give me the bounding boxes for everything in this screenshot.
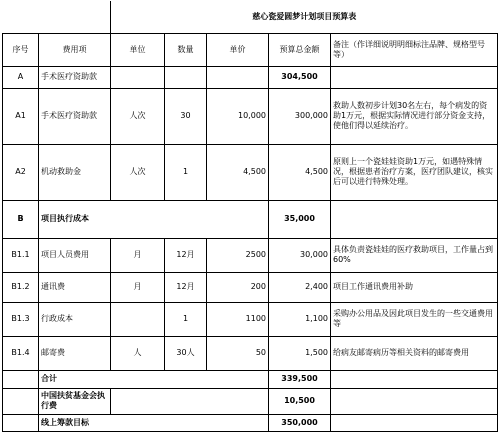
cell-seq: B <box>3 200 39 238</box>
cell-note <box>331 66 498 88</box>
foundation-spacer <box>111 388 269 414</box>
cell-seq: B1.4 <box>3 336 39 370</box>
foundation-value: 10,500 <box>269 388 331 414</box>
cell-item: 项目人员费用 <box>39 238 111 272</box>
cell-item: 通讯费 <box>39 272 111 302</box>
foundation-label: 中国扶贫基金会执行费 <box>39 388 111 414</box>
cell-price: 4,500 <box>207 144 269 200</box>
table-row <box>3 238 498 272</box>
online-note <box>331 414 498 431</box>
cell-unit <box>111 302 165 336</box>
cell-unit: 月 <box>111 238 165 272</box>
cell-total: 35,000 <box>269 200 331 238</box>
cell-note: 原则上一个瓷娃娃资助1万元，如遇特殊情况，根据患者治疗方案，医疗团队建议，核实后可以进行特殊处理。 <box>331 144 498 200</box>
cell-item: 手术医疗资助款 <box>39 66 111 88</box>
cell-unit: 人 <box>111 336 165 370</box>
header-price: 单价 <box>207 33 269 66</box>
cell-item: 邮寄费 <box>39 336 111 370</box>
cell-price: 1100 <box>207 302 269 336</box>
table-row <box>3 302 498 336</box>
cell-item: 手术医疗资助款 <box>39 88 111 144</box>
header-note: 备注（作详细说明明细标注品牌、规格型号等） <box>331 33 498 66</box>
total-row <box>3 370 498 388</box>
online-blank <box>3 414 39 431</box>
cell-seq: A <box>3 66 39 88</box>
header-row <box>3 33 498 66</box>
cell-total: 30,000 <box>269 238 331 272</box>
cell-qty: 12月 <box>165 238 207 272</box>
total-note <box>331 370 498 388</box>
cell-total: 2,400 <box>269 272 331 302</box>
cell-qty <box>165 66 207 88</box>
online-goal-row <box>3 414 498 431</box>
cell-price <box>207 66 269 88</box>
cell-total: 4,500 <box>269 144 331 200</box>
online-goal-label: 线上筹款目标 <box>39 414 269 431</box>
cell-seq: B1.1 <box>3 238 39 272</box>
header-seq: 序号 <box>3 33 39 66</box>
cell-unit: 人次 <box>111 88 165 144</box>
budget-table <box>2 1 498 432</box>
foundation-fee-row <box>3 388 498 414</box>
cell-total: 300,000 <box>269 88 331 144</box>
table-row <box>3 272 498 302</box>
table-row <box>3 66 498 88</box>
header-unit: 单位 <box>111 33 165 66</box>
foundation-blank <box>3 388 39 414</box>
cell-unit <box>111 66 165 88</box>
cell-total: 1,500 <box>269 336 331 370</box>
cell-unit: 人次 <box>111 144 165 200</box>
cell-qty: 12月 <box>165 272 207 302</box>
title-blank <box>3 1 111 33</box>
total-label: 合计 <box>39 370 269 388</box>
table-row <box>3 336 498 370</box>
cell-qty: 30人 <box>165 336 207 370</box>
cell-note: 采购办公用品及因此项目发生的一些交通费用等 <box>331 302 498 336</box>
header-qty: 数量 <box>165 33 207 66</box>
total-value: 339,500 <box>269 370 331 388</box>
table-row <box>3 144 498 200</box>
cell-note: 给病友邮寄病历等相关资料的邮寄费用 <box>331 336 498 370</box>
cell-price: 10,000 <box>207 88 269 144</box>
cell-qty: 1 <box>165 144 207 200</box>
header-item: 费用项 <box>39 33 111 66</box>
page-title: 慈心瓷爱圆梦计划项目预算表 <box>111 1 498 33</box>
cell-total: 304,500 <box>269 66 331 88</box>
cell-seq: B1.2 <box>3 272 39 302</box>
table-row <box>3 88 498 144</box>
total-blank <box>3 370 39 388</box>
cell-qty: 1 <box>165 302 207 336</box>
cell-note: 救助人数初步计划30名左右，每个病发的资助1万元，根据实际情况进行部分资金支持，使他们得以延续治疗。 <box>331 88 498 144</box>
cell-item: 项目执行成本 <box>39 200 269 238</box>
cell-seq: A1 <box>3 88 39 144</box>
title-row <box>3 1 498 33</box>
cell-total: 1,100 <box>269 302 331 336</box>
cell-note: 具体负责瓷娃娃的医疗救助项目，工作量占到60% <box>331 238 498 272</box>
cell-note: 项目工作通讯费用补助 <box>331 272 498 302</box>
cell-seq: B1.3 <box>3 302 39 336</box>
cell-item: 机动救助金 <box>39 144 111 200</box>
cell-note <box>331 200 498 238</box>
cell-price: 200 <box>207 272 269 302</box>
cell-price: 50 <box>207 336 269 370</box>
online-goal-value: 350,000 <box>269 414 331 431</box>
table-row <box>3 200 498 238</box>
cell-item: 行政成本 <box>39 302 111 336</box>
cell-seq: A2 <box>3 144 39 200</box>
cell-unit: 月 <box>111 272 165 302</box>
cell-qty: 30 <box>165 88 207 144</box>
foundation-note <box>331 388 498 414</box>
cell-price: 2500 <box>207 238 269 272</box>
header-total: 预算总金额 <box>269 33 331 66</box>
